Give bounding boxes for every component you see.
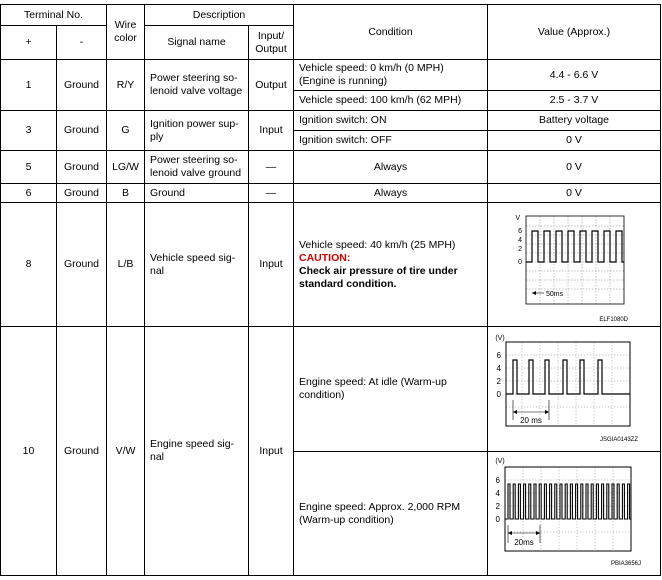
- header-row-1: [1, 5, 661, 26]
- cell-plus: 10: [1, 327, 57, 576]
- cell-minus: Ground: [57, 184, 107, 203]
- cell-condition: [294, 203, 488, 327]
- cell-io: Output: [249, 60, 294, 111]
- cell-signal: Engine speed sig- nal: [145, 327, 249, 576]
- cell-waveform: [488, 327, 661, 452]
- waveform-vehicle-speed: [488, 204, 660, 326]
- tick-2: 2: [518, 245, 522, 253]
- cell-wire: V/W: [107, 327, 145, 576]
- tick-4: 4: [496, 363, 501, 373]
- cell-condition: Vehicle speed: 0 km/h (0 MPH) (Engine is running): [294, 60, 488, 91]
- table-row-terminal-1a: [1, 60, 661, 91]
- cell-signal: Power steering so- lenoid valve ground: [145, 151, 249, 184]
- terminal-spec-table: [0, 4, 661, 576]
- cell-io: —: [249, 151, 294, 184]
- tick-6: 6: [495, 475, 500, 485]
- cell-wire: L/B: [107, 203, 145, 327]
- axis-unit: (V): [495, 457, 505, 465]
- cell-condition: Ignition switch: ON: [294, 111, 488, 131]
- time-scale-label: 50ms: [546, 290, 564, 298]
- axis-unit: V: [515, 214, 520, 222]
- table-row-terminal-10a: [1, 327, 661, 452]
- waveform-engine-speed-idle: [488, 328, 660, 451]
- tick-4: 4: [495, 488, 500, 498]
- cell-value: 2.5 - 3.7 V: [488, 91, 661, 111]
- cell-plus: 1: [1, 60, 57, 111]
- waveform-engine-speed-2000rpm: [488, 453, 660, 575]
- cell-plus: 3: [1, 111, 57, 151]
- header-input-output: Input/ Output: [249, 26, 294, 60]
- tick-6: 6: [496, 350, 501, 360]
- header-minus: -: [57, 26, 107, 60]
- cell-value: 0 V: [488, 131, 661, 151]
- cell-value: Battery voltage: [488, 111, 661, 131]
- cell-minus: Ground: [57, 60, 107, 111]
- tick-0: 0: [496, 389, 501, 399]
- tick-0: 0: [518, 258, 522, 266]
- table-row-terminal-5: [1, 151, 661, 184]
- cell-plus: 6: [1, 184, 57, 203]
- tick-6: 6: [518, 227, 522, 235]
- time-scale-label: 20 ms: [520, 415, 542, 425]
- cell-minus: Ground: [57, 327, 107, 576]
- caution-label: CAUTION:: [299, 251, 351, 264]
- time-scale-label: 20ms: [514, 537, 534, 547]
- cell-signal: Vehicle speed sig- nal: [145, 203, 249, 327]
- tick-0: 0: [495, 514, 500, 524]
- axis-unit: (V): [495, 334, 505, 342]
- tick-2: 2: [496, 376, 501, 386]
- cell-plus: 8: [1, 203, 57, 327]
- cell-wire: R/Y: [107, 60, 145, 111]
- cell-condition: Engine speed: At idle (Warm-up condition): [294, 327, 488, 452]
- figure-id: JSGIA0143ZZ: [599, 436, 638, 443]
- cell-io: Input: [249, 327, 294, 576]
- cell-minus: Ground: [57, 151, 107, 184]
- cell-waveform: [488, 203, 661, 327]
- cell-value: 0 V: [488, 151, 661, 184]
- cell-minus: Ground: [57, 203, 107, 327]
- table-row-terminal-6: [1, 184, 661, 203]
- header-value: Value (Approx.): [488, 5, 661, 60]
- cell-condition: Engine speed: Approx. 2,000 RPM (Warm-up condition): [294, 452, 488, 576]
- cell-wire: LG/W: [107, 151, 145, 184]
- cell-signal: Ignition power sup- ply: [145, 111, 249, 151]
- cell-wire: G: [107, 111, 145, 151]
- table-row-terminal-8: [1, 203, 661, 327]
- cell-signal: Ground: [145, 184, 249, 203]
- header-condition: Condition: [294, 5, 488, 60]
- figure-id: ELF1080D: [599, 316, 628, 323]
- cell-value: 4.4 - 6.6 V: [488, 60, 661, 91]
- cell-minus: Ground: [57, 111, 107, 151]
- cell-io: Input: [249, 111, 294, 151]
- cell-condition: Ignition switch: OFF: [294, 131, 488, 151]
- caution-text: Check air pressure of tire under standard condition.: [299, 264, 458, 290]
- cell-signal: Power steering so- lenoid valve voltage: [145, 60, 249, 111]
- cell-condition: Always: [294, 151, 488, 184]
- cell-waveform: [488, 452, 661, 576]
- cell-io: Input: [249, 203, 294, 327]
- header-plus: +: [1, 26, 57, 60]
- cell-io: —: [249, 184, 294, 203]
- cell-plus: 5: [1, 151, 57, 184]
- cell-condition: Always: [294, 184, 488, 203]
- tick-2: 2: [495, 501, 500, 511]
- tick-4: 4: [518, 236, 522, 244]
- condition-text: Vehicle speed: 40 km/h (25 MPH): [299, 238, 456, 251]
- table-row-terminal-3a: [1, 111, 661, 131]
- figure-id: PBIA3656J: [610, 560, 641, 567]
- cell-wire: B: [107, 184, 145, 203]
- cell-condition: Vehicle speed: 100 km/h (62 MPH): [294, 91, 488, 111]
- cell-value: 0 V: [488, 184, 661, 203]
- header-terminal-no: Terminal No.: [1, 5, 107, 26]
- header-signal-name: Signal name: [145, 26, 249, 60]
- header-description: Description: [145, 5, 294, 26]
- header-wire-color: Wire color: [107, 5, 145, 60]
